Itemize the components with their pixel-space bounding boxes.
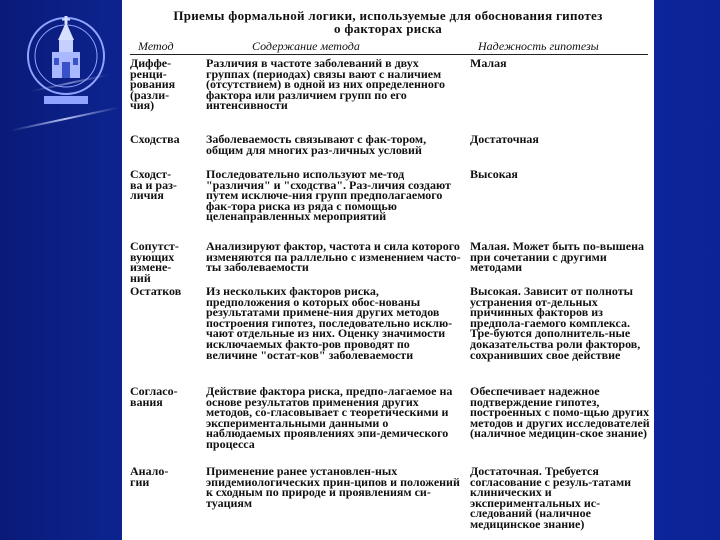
document-title: [122, 9, 654, 35]
method-cell: Анало- гии: [130, 464, 169, 489]
document-page: [122, 0, 654, 540]
content-cell: Из нескольких факторов риска, предположения о которых обос-нованы результатами примене-ния других методов построения гипотез, последовательно исклю-чают отдельные из них. Оценку значимости исключаемых факто-ров проводят по величине "остат-ков" заболеваемости: [206, 284, 453, 362]
content-cell: Последовательно используют ме-тод "различия" и "сходства". Раз-личия создают путем исключе-ния групп предполагаемого фак-тора риска из ряда с помощью целенаправленных мероприятий: [206, 167, 451, 224]
content-cell: Применение ранее установлен-ных эпидемиологических прин-ципов и положений к сходным по природе и проявлениям си-туациям: [206, 464, 460, 510]
reliability-cell: Достаточная. Требуется согласование с резуль-татами клинических и экспериментальных ис-следований (наличное медицинское знание): [470, 464, 632, 531]
table-row: [122, 134, 654, 169]
reliability-cell: Достаточная: [470, 132, 539, 146]
table-row: [122, 286, 654, 386]
reliability-cell: Высокая: [470, 167, 518, 181]
method-cell: Сходства: [130, 132, 180, 146]
title-line-2: о факторах риска: [333, 21, 442, 36]
table-row: [122, 169, 654, 241]
method-cell: Сходст- ва и раз- личия: [130, 167, 177, 203]
method-cell: Сопутст- вующих измене- ний: [130, 239, 179, 285]
table-row: [122, 386, 654, 466]
reliability-cell: Малая: [470, 56, 507, 70]
table-row: [122, 466, 654, 536]
header-rule: [130, 54, 648, 55]
university-emblem-icon: [24, 10, 108, 110]
method-cell: Согласо- вания: [130, 384, 178, 409]
column-headers: [122, 39, 654, 54]
title-line-1: Приемы формальной логики, используемые для обоснования гипотез: [173, 8, 603, 23]
method-cell: Остатков: [130, 284, 182, 298]
column-header-method: Метод: [138, 39, 174, 53]
methods-table: [122, 58, 654, 536]
table-row: [122, 241, 654, 286]
content-cell: Действие фактора риска, предпо-лагаемое на основе результатов применения других методов, со-гласовывает с теоретическими и экспериментальными данными о наблюдаемых проявлениях эпи-демического процесса: [206, 384, 453, 451]
method-cell: Диффе- ренци- рования (разли- чия): [130, 56, 176, 113]
reliability-cell: Высокая. Зависит от полноты устранения от-дельных причинных факторов из предпола-гаемого комплекса. Тре-буются дополнитель-ные доказательства роли факторов, сохранивших свое действие: [470, 284, 641, 362]
content-cell: Различия в частоте заболеваний в двух группах (периодах) связы вают с наличием (отсутствием) в одной из них определенного фактора или различием групп по его интенсивности: [206, 56, 445, 113]
reliability-cell: Обеспечивает надежное подтверждение гипотез, построенных с помо-щью других методов и других исследователей (наличное медицин-ское знание): [470, 384, 650, 441]
column-header-reliability: Надежность гипотезы: [478, 39, 599, 53]
column-header-content: Содержание метода: [252, 39, 360, 53]
content-cell: Анализируют фактор, частота и сила которого изменяются па раллельно с изменением часто-ты заболеваемости: [206, 239, 461, 275]
table-row: [122, 58, 654, 134]
content-cell: Заболеваемость связывают с фак-тором, общим для многих раз-личных условий: [206, 132, 427, 157]
reliability-cell: Малая. Может быть по-вышена при сочетании с другими методами: [470, 239, 645, 275]
